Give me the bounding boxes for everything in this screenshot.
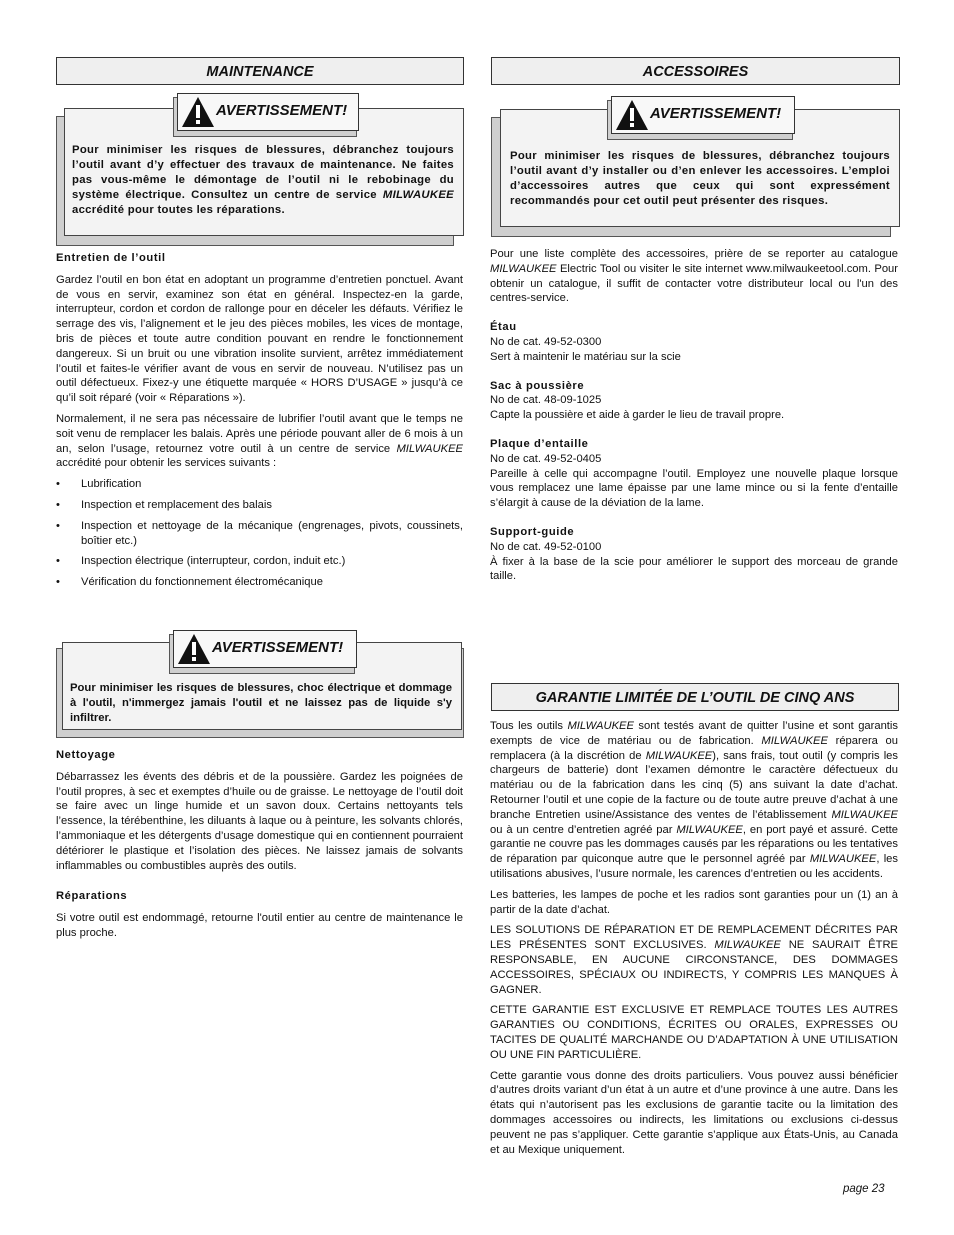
accessory-name: Plaque d’entaille [490,437,589,450]
warning-text: Pour minimiser les risques de blessures, débranchez toujours l’outil avant d’y installer ou d’en enlever les accessoires. L’emploi d’accessoires autres que ceux qui sont expressément recommandés pour cet outil peut présenter des risques. [510,150,890,207]
accessory-name: Étau [490,321,517,334]
list-item: • Inspection et nettoyage de la mécanique (engrenages, pivots, coussinets, boîtier etc.) [56,519,463,549]
entretien-paragraph-1: Gardez l’outil en bon état en adoptant un programme d’entretien ponctuel. Avant de vous en servir, examinez son état en général. Inspectez-en la garde, interrupteur, cordon et cordon de rallonge pour en déceler les défauts. Vérifiez le serrage des vis, l’alignement et le jeu des pièces mobiles, les vices de montage, bris de pièces et toute autre condition pouvant en rendre le fonctionnement dangereux. Si un bruit ou une vibration insolite survient, arrêtez immédiatement l’outil et faites-le vérifier avant de vous en servir de nouveau. N’utilisez pas un outil défectueux. Fixez-y une étiquette marquée « HORS D’USAGE » jusqu’à ce qu’il soit réparé (voir « Réparations »). [56,273,463,405]
accessory-item [490,320,898,364]
entretien-paragraph-2: Normalement, il ne sera pas nécessaire de lubrifier l’outil avant que le temps ne soit venu de remplacer les balais. Après une période pouvant aller de 6 mois à un an, selon l’usage, retournez votre outil à un centre de service MILWAUKEE accrédité pour obtenir les services suivants : [56,412,463,470]
maintenance-title: MAINTENANCE [56,57,464,85]
accessory-name: Support-guide [490,525,575,538]
page-number: page 23 [843,1183,885,1195]
list-item: • Lubrification [56,477,463,492]
warning-triangle-icon [177,633,211,665]
accessoires-title: ACCESSOIRES [491,57,900,85]
accessoires-intro: Pour une liste complète des accessoires, prière de se reporter au catalogue MILWAUKEE Electric Tool ou visiter le site internet www.milwaukeetool.com. Pour obtenir un catalogue, il suffit de contacter votre distributeur local ou l'un des centres-service. [490,248,898,305]
garantie-paragraph-5: Cette garantie vous donne des droits particuliers. Vous pouvez aussi bénéficier d’autres droits variant d’un état à un autre et d’une province à une autre. Dans les états qui n’autorisent pas les exclusions de garantie tacite ou la limitation des dommages accessoires ou indirects, les limitations ou exclusions ci-dessus peuvent ne pas s’appliquer. Cette garantie s’applique aux États-Unis, au Canada et au Mexique uniquement. [490,1069,898,1156]
garantie-title: GARANTIE LIMITÉE DE L’OUTIL DE CINQ ANS [491,683,899,711]
accessory-description: Capte la poussière et aide à garder le lieu de travail propre. [490,409,785,422]
accessory-cat-number: No de cat. 49-52-0405 [490,452,602,465]
accessory-cat-number: No de cat. 48-09-1025 [490,394,602,407]
accessory-description: Sert à maintenir le matériau sur la scie [490,350,681,363]
garantie-paragraph-3: LES SOLUTIONS DE RÉPARATION ET DE REMPLACEMENT DÉCRITES PAR LES PRÉSENTES SONT EXCLUSIVES. MILWAUKEE NE SAURAIT ÊTRE RESPONSABLE, EN AUCUNE CIRCONSTANCE, DES DOMMAGES ACCESSOIRES, SPÉCIAUX OU INDIRECTS, Y COMPRIS LES MANQUES À GAGNER. [490,924,898,996]
reparations-text: Si votre outil est endommagé, retourne l'outil entier au centre de maintenance le plus proche. [56,912,463,939]
warning-triangle-icon [615,99,649,131]
accessory-item [490,525,898,584]
list-item: • Vérification du fonctionnement électromécanique [56,575,463,590]
warning-text: Pour minimiser les risques de blessures, débranchez toujours l’outil avant d’y effectuer des travaux de maintenance. Ne faites pas vous-même le démontage de l’outil ni le rebobinage du système électrique. Consultez un centre de service MILWAUKEE accrédité pour toutes les réparations. [72,144,454,216]
garantie-paragraph-4: CETTE GARANTIE EST EXCLUSIVE ET REMPLACE TOUTES LES AUTRES GARANTIES OU CONDITIONS, ÉCRITES OU ORALES, EXPRESSES OU TACITES DE QUALITÉ MARCHANDE OU D’ADAPTATION À UNE UTILISATION OU UNE FIN PARTICULIÈRE. [490,1004,898,1061]
accessory-item [490,437,898,511]
warning-label: AVERTISSEMENT! [177,93,359,131]
garantie-paragraph-2: Les batteries, les lampes de poche et les radios sont garanties pour un (1) an à partir de la date d’achat. [490,888,898,916]
accessory-cat-number: No de cat. 49-52-0100 [490,540,602,553]
warning-label: AVERTISSEMENT! [173,630,357,668]
warning-label: AVERTISSEMENT! [611,96,795,134]
accessory-name: Sac à poussière [490,379,585,392]
accessory-description: Pareille à celle qui accompagne l’outil. Employez une nouvelle plaque lorsque vous remplacez une lame épaisse par une lame mince ou si la fente d’entaille s’élargit à cause de la déviation de la lame. [490,467,898,510]
list-item: • Inspection électrique (interrupteur, cordon, induit etc.) [56,554,463,569]
reparations-heading: Réparations [56,890,128,903]
nettoyage-text: Débarrassez les évents des débris et de la poussière. Gardez les poignées de l’outil propres, à sec et exemptes d’huile ou de graisse. Le nettoyage de l’outil doit se faire avec un linge humide et un savon doux. Certains nettoyants tels l’essence, la térébenthine, les diluants à laque ou à peinture, les solvants chlorés, l’ammoniaque et les détergents d’usage domestique qui en contiennent pourraient détériorer le plastique et l’isolation des pièces. Ne laissez jamais de solvants inflammables ou combustibles auprès des outils. [56,770,463,872]
warning-text: Pour minimiser les risques de blessures, choc électrique et dommage à l'outil, n'immergez jamais l'outil et ne laissez pas de liquide s'y infiltrer. [70,682,452,724]
accessory-cat-number: No de cat. 49-52-0300 [490,335,602,348]
warning-triangle-icon [181,96,215,128]
accessory-description: À fixer à la base de la scie pour améliorer le support des morceau de grande taille. [490,555,898,583]
garantie-paragraph-1: Tous les outils MILWAUKEE sont testés avant de quitter l’usine et sont garantis exempts de vice de matériau ou de fabrication. MILWAUKEE réparera ou remplacera (à la discrétion de MILWAUKEE), sans frais, tout outil (y compris les chargeurs de batterie) dont l’examen démontre le caractère défectueux du matériau ou de la fabrication dans les cinq (5) ans suivant la date d’achat. Retourner l’outil et une copie de la facture ou de toute autre preuve d’achat à une branche Entretien usine/Assistance des ventes de l’établissement MILWAUKEE ou à un centre d’entretien agréé par MILWAUKEE, en port payé et assuré. Cette garantie ne couvre pas les dommages causés par les réparations ou les tentatives de réparation par quiconque autre que le personnel agréé par MILWAUKEE, les utilisations abusives, l’usure normale, les carences d’entretien ou les accidents. [490,720,899,880]
nettoyage-heading: Nettoyage [56,749,116,761]
list-item: • Inspection et remplacement des balais [56,498,463,513]
entretien-heading: Entretien de l’outil [56,252,166,264]
service-list [56,477,463,590]
accessory-item [490,379,898,423]
